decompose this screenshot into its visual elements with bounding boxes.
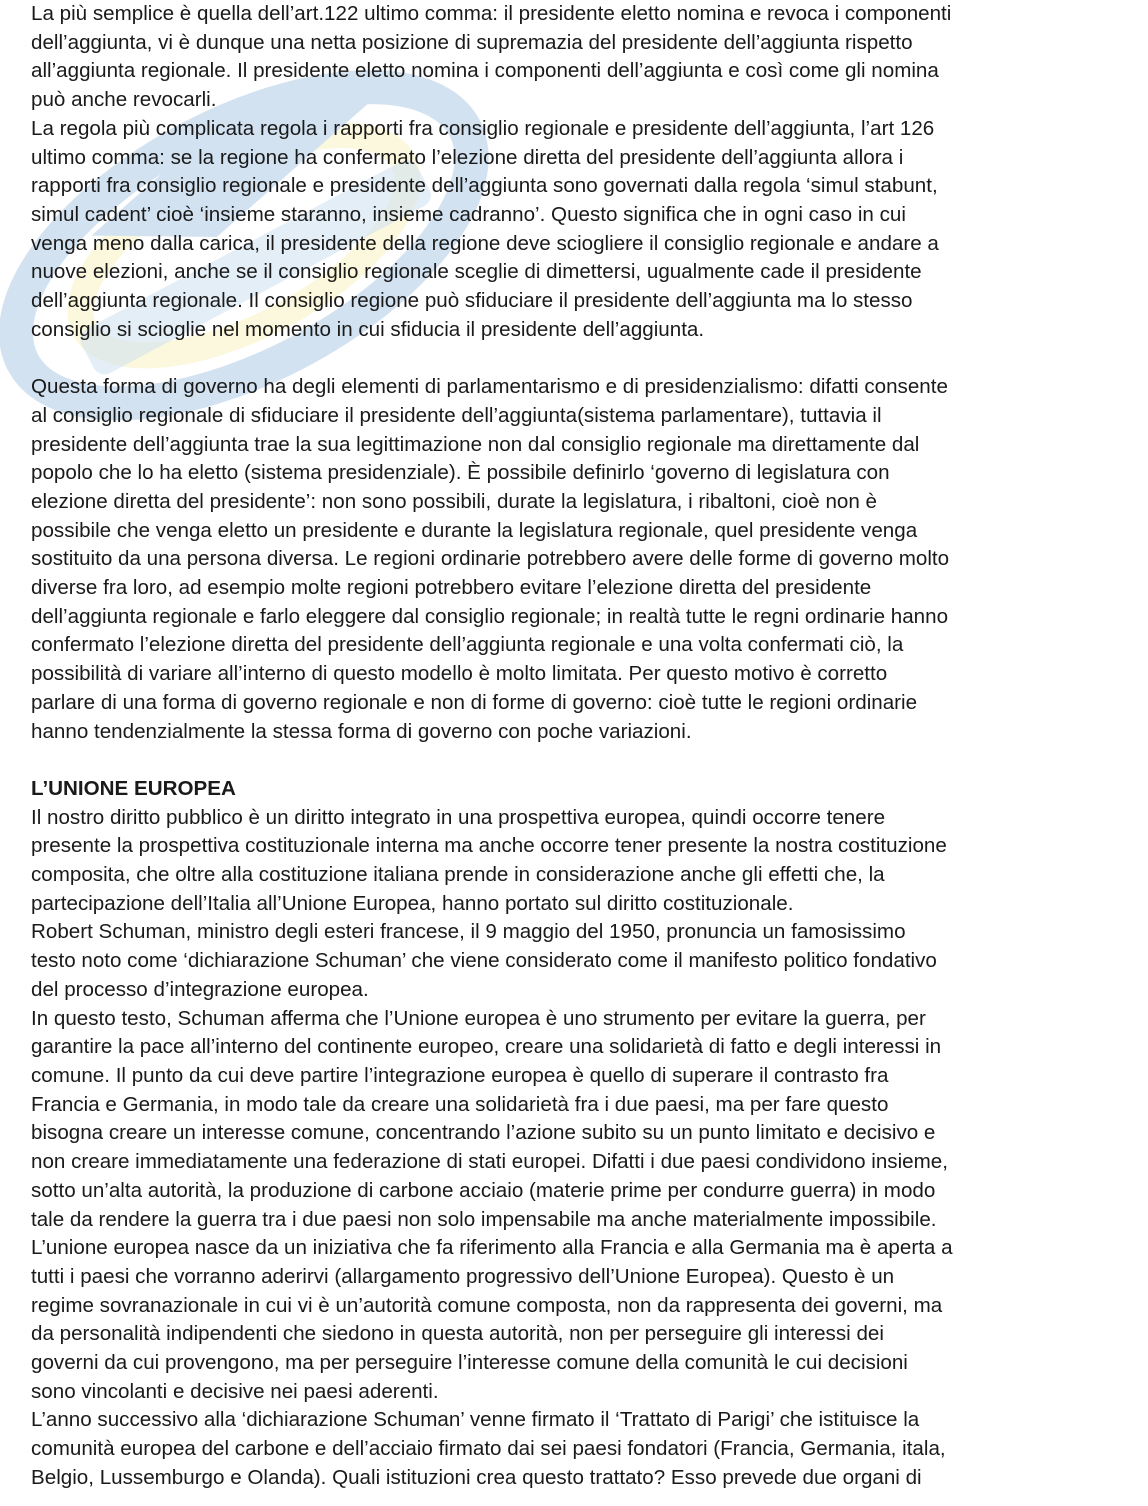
text-line: hanno tendenzialmente la stessa forma di governo con poche variazioni. — [31, 719, 692, 743]
text-line: al consiglio regionale di sfiduciare il presidente dell’aggiunta(sistema parlamentare), tuttavia il — [31, 403, 882, 427]
text-line: diverse fra loro, ad esempio molte regioni potrebbero evitare l’elezione diretta del presidente — [31, 576, 872, 600]
text-line: partecipazione dell’Italia all’Unione Europea, hanno portato sul diritto costituzionale. — [31, 891, 794, 915]
document-body — [31, 0, 1121, 1493]
blank-line — [31, 746, 1121, 775]
text-line: venga meno dalla carica, il presidente della regione deve sciogliere il consiglio regionale e andare a — [31, 231, 939, 255]
text-line: da personalità indipendenti che siedono in questa autorità, non per perseguire gli interessi dei — [31, 1322, 884, 1346]
text-line: sostituito da una persona diversa. Le regioni ordinarie potrebbero avere delle forme di governo molto — [31, 547, 950, 571]
text-line: può anche revocarli. — [31, 88, 217, 112]
text-line: consiglio si scioglie nel momento in cui sfiducia il presidente dell’aggiunta. — [31, 317, 705, 341]
text-line: Robert Schuman, ministro degli esteri francese, il 9 maggio del 1950, pronuncia un famosissimo — [31, 920, 906, 944]
text-line: non creare immediatamente una federazione di stati europei. Difatti i due paesi condividono insieme, — [31, 1150, 948, 1174]
text-line: L’anno successivo alla ‘dichiarazione Schuman’ venne firmato il ‘Trattato di Parigi’ che istituisce la — [31, 1408, 920, 1432]
text-line: possibilità di variare all’interno di questo modello è molto limitata. Per questo motivo è corretto — [31, 662, 888, 686]
text-line: rapporti fra consiglio regionale e presidente dell’aggiunta sono governati dalla regola ‘simul stabunt, — [31, 174, 938, 198]
text-line: possibile che venga eletto un presidente e durante la legislatura regionale, quel presidente venga — [31, 518, 918, 542]
text-line: ultimo comma: se la regione ha confermato l’elezione diretta del presidente dell’aggiunta allora i — [31, 145, 904, 169]
text-line: In questo testo, Schuman afferma che l’Unione europea è uno strumento per evitare la guerra, per — [31, 1006, 926, 1030]
text-line: dell’aggiunta regionale e farlo eleggere dal consiglio regionale; in realtà tutte le regni ordinarie hanno — [31, 604, 949, 628]
text-line: La regola più complicata regola i rapporti fra consiglio regionale e presidente dell’aggiunta, l’art 126 — [31, 116, 935, 140]
text-line: nuove elezioni, anche se il consiglio regionale sceglie di dimettersi, ugualmente cade il presidente — [31, 260, 922, 284]
text-line: Belgio, Lussemburgo e Olanda). Quali istituzioni crea questo trattato? Esso prevede due organi di — [31, 1465, 922, 1489]
blank-line — [31, 344, 1121, 373]
text-line: del processo d’integrazione europea. — [31, 977, 369, 1001]
text-line: La più semplice è quella dell’art.122 ultimo comma: il presidente eletto nomina e revoca i componenti — [31, 2, 952, 25]
text-line: sotto un’alta autorità, la produzione di carbone acciaio (materie prime per condurre guerra) in modo — [31, 1178, 936, 1202]
text-line: governi da cui provengono, ma per perseguire l’interesse comune della comunità le cui decisioni — [31, 1351, 908, 1375]
text-line: popolo che lo ha eletto (sistema presidenziale). È possibile definirlo ‘governo di legislatura con — [31, 461, 890, 485]
text-line: garantire la pace all’interno del continente europeo, creare una solidarietà di fatto e degli interessi in — [31, 1035, 942, 1059]
text-line: confermato l’elezione diretta del presidente dell’aggiunta regionale e una volta confermati ciò, la — [31, 633, 904, 657]
text-line: bisogna creare un interesse comune, concentrando l’azione subito su un punto limitato e decisivo e — [31, 1121, 936, 1145]
text-line: elezione diretta del presidente’: non sono possibili, durate la legislatura, i ribaltoni, cioè non è — [31, 489, 878, 513]
text-line: presidente dell’aggiunta trae la sua legittimazione non dal consiglio regionale ma direttamente dal — [31, 432, 920, 456]
text-line: comune. Il punto da cui deve partire l’integrazione europea è quello di superare il contrasto fra — [31, 1063, 889, 1087]
text-line: Francia e Germania, in modo tale da creare una solidarietà fra i due paesi, ma per fare questo — [31, 1092, 889, 1116]
text-line: all’aggiunta regionale. Il presidente eletto nomina i componenti dell’aggiunta e così come gli nomina — [31, 59, 939, 83]
section-heading: L’UNIONE EUROPEA — [31, 776, 236, 800]
text-line: L’unione europea nasce da un iniziativa che fa riferimento alla Francia e alla Germania ma è aperta a — [31, 1236, 953, 1260]
text-line: comunità europea del carbone e dell’acciaio firmato dai sei paesi fondatori (Francia, Germania, itala, — [31, 1437, 946, 1461]
text-line: dell’aggiunta regionale. Il consiglio regione può sfiduciare il presidente dell’aggiunta ma lo stesso — [31, 289, 913, 313]
text-line: tale da rendere la guerra tra i due paesi non solo impensabile ma anche materialmente impossibile. — [31, 1207, 937, 1231]
text-line: tutti i paesi che vorranno aderirvi (allargamento progressivo dell’Unione Europea). Questo è un — [31, 1264, 895, 1288]
text-line: testo noto come ‘dichiarazione Schuman’ che viene considerato come il manifesto politico fondativo — [31, 949, 937, 973]
text-line: regime sovranazionale in cui vi è un’autorità comune composta, non da rappresenta dei governi, ma — [31, 1293, 943, 1317]
text-line: composita, che oltre alla costituzione italiana prende in considerazione anche gli effetti che, la — [31, 863, 885, 887]
text-line: Questa forma di governo ha degli elementi di parlamentarismo e di presidenzialismo: difatti consente — [31, 375, 948, 399]
text-line: parlare di una forma di governo regionale e non di forme di governo: cioè tutte le regioni ordinarie — [31, 690, 918, 714]
text-line: dell’aggiunta, vi è dunque una netta posizione di supremazia del presidente dell’aggiunta rispetto — [31, 30, 913, 54]
text-line: simul cadent’ cioè ‘insieme staranno, insieme cadranno’. Questo significa che in ogni caso in cui — [31, 202, 906, 226]
text-line: presente la prospettiva costituzionale interna ma anche occorre tener presente la nostra costituzione — [31, 834, 947, 858]
text-line: sono vincolanti e decisive nei paesi aderenti. — [31, 1379, 439, 1403]
text-line: Il nostro diritto pubblico è un diritto integrato in una prospettiva europea, quindi occorre tenere — [31, 805, 886, 829]
